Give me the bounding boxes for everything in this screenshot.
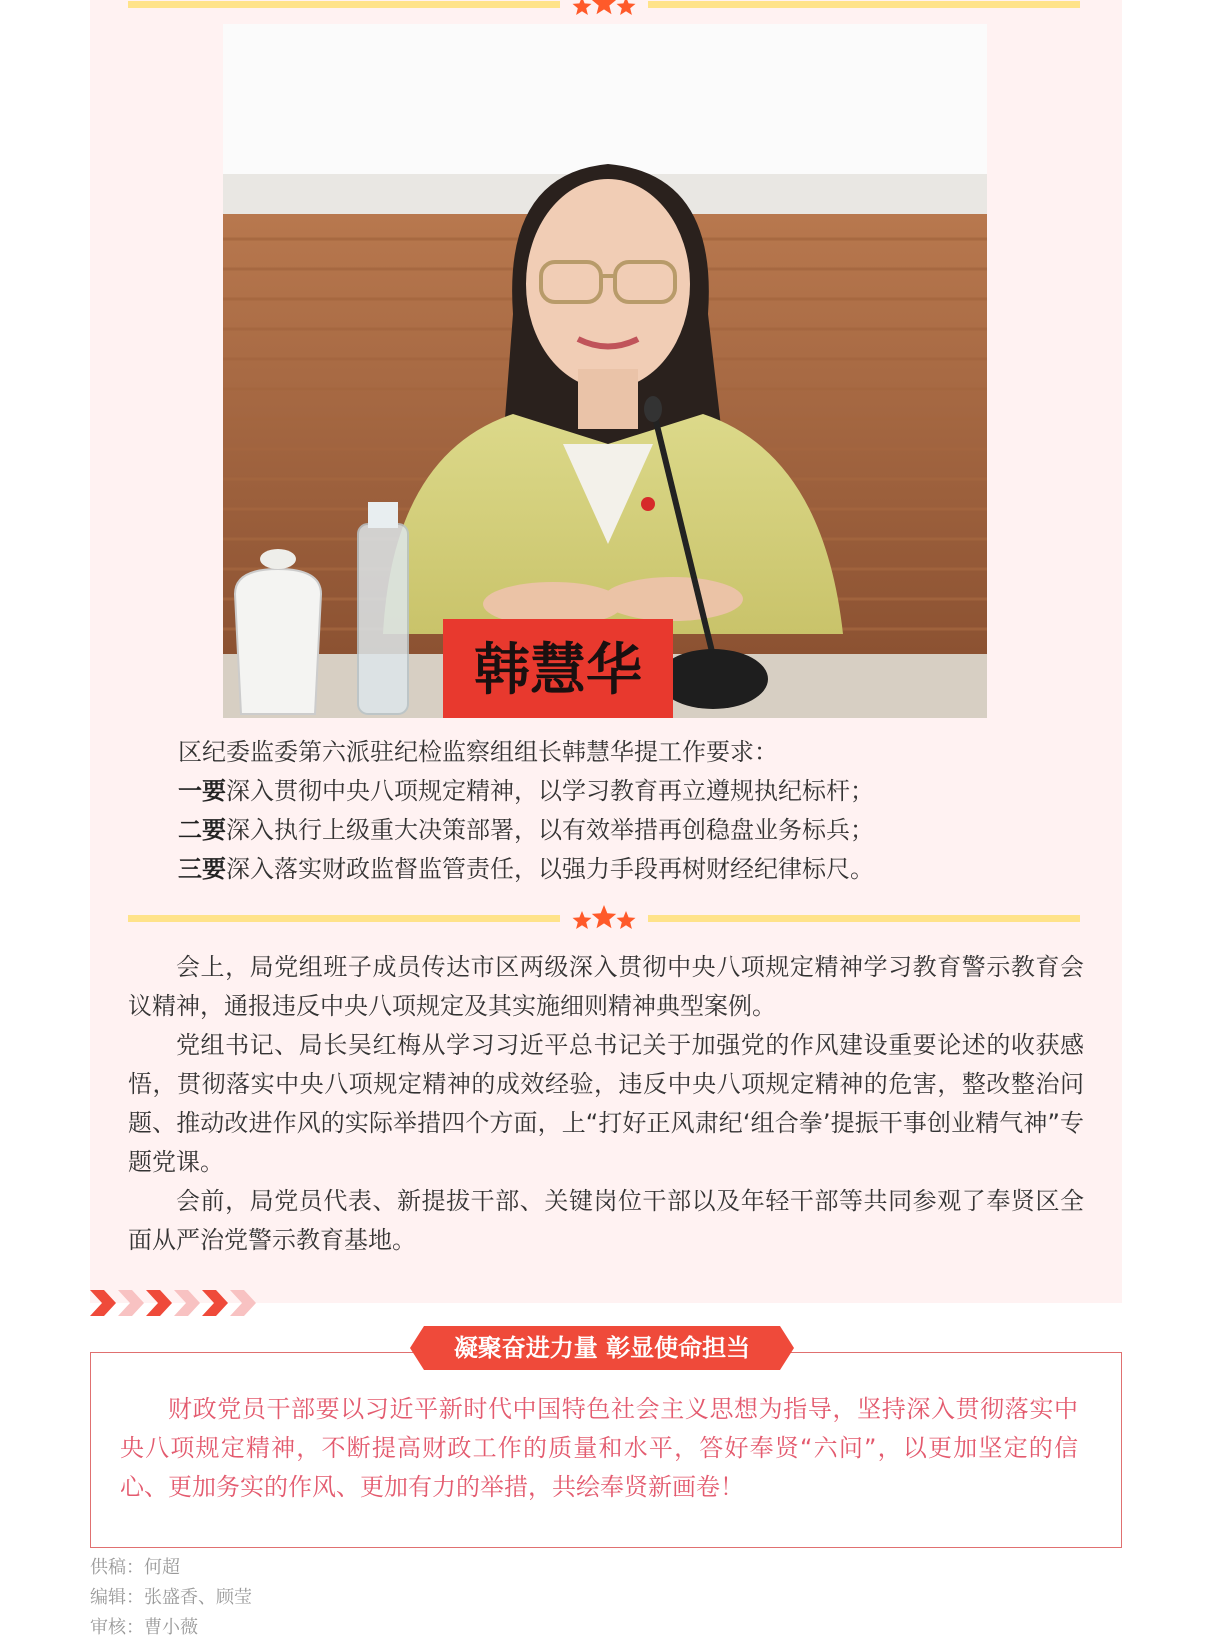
credit-contributor: 供稿：何超	[90, 1557, 180, 1578]
article-body	[128, 948, 1084, 1260]
credit-reviewer: 审核：曹小薇	[90, 1617, 198, 1638]
caption-item-text: 深入落实财政监督监管责任，以强力手段再树财经纪律标尺。	[226, 855, 874, 883]
chevrons-decoration	[90, 1288, 260, 1318]
caption-item-1	[178, 772, 1078, 811]
nameplate-text: 韩慧华	[474, 638, 642, 703]
divider-bar-left	[128, 915, 560, 922]
meeting-photo	[223, 24, 987, 718]
caption-item-lead: 三要	[178, 855, 226, 883]
caption-item-3	[178, 850, 1078, 889]
divider-bar-right	[648, 915, 1080, 922]
caption-intro: 区纪委监委第六派驻纪检监察组组长韩慧华提工作要求：	[178, 738, 778, 766]
body-paragraph: 党组书记、局长吴红梅从学习习近平总书记关于加强党的作风建设重要论述的收获感悟，贯彻落实中央八项规定精神的成效经验，违反中央八项规定精神的危害，整改整治问题、推动改进作风的实际举措四个方面，上“打好正风肃纪‘组合拳’提振干事创业精气神”专题党课。	[128, 1031, 1084, 1176]
summary-box-title-text: 凝聚奋进力量 彰显使命担当	[453, 1334, 751, 1362]
divider-middle	[128, 906, 1080, 930]
caption-block	[178, 733, 1078, 889]
body-paragraph: 会前，局党员代表、新提拔干部、关键岗位干部以及年轻干部等共同参观了奉贤区全面从严治党警示教育基地。	[128, 1187, 1084, 1254]
divider-top	[128, 0, 1080, 16]
caption-item-text: 深入贯彻中央八项规定精神，以学习教育再立遵规执纪标杆；	[226, 777, 874, 805]
summary-paragraph: 财政党员干部要以习近平新时代中国特色社会主义思想为指导，坚持深入贯彻落实中央八项规定精神，不断提高财政工作的质量和水平，答好奉贤“六问”，以更加坚定的信心、更加务实的作风、更加有力的举措，共绘奉贤新画卷！	[120, 1395, 1078, 1501]
caption-item-lead: 二要	[178, 816, 226, 844]
divider-bar-right	[648, 1, 1080, 8]
summary-box-title	[410, 1326, 794, 1370]
caption-item-2	[178, 811, 1078, 850]
body-paragraph: 会上，局党组班子成员传达市区两级深入贯彻中央八项规定精神学习教育警示教育会议精神，通报违反中央八项规定及其实施细则精神典型案例。	[128, 953, 1084, 1020]
credits	[90, 1553, 252, 1643]
credit-editor: 编辑：张盛香、顾莹	[90, 1587, 252, 1608]
summary-box-text	[120, 1390, 1078, 1507]
three-stars-icon	[560, 0, 648, 18]
divider-bar-left	[128, 1, 560, 8]
caption-item-text: 深入执行上级重大决策部署，以有效举措再创稳盘业务标兵；	[226, 816, 874, 844]
caption-item-lead: 一要	[178, 777, 226, 805]
three-stars-icon	[560, 902, 648, 932]
